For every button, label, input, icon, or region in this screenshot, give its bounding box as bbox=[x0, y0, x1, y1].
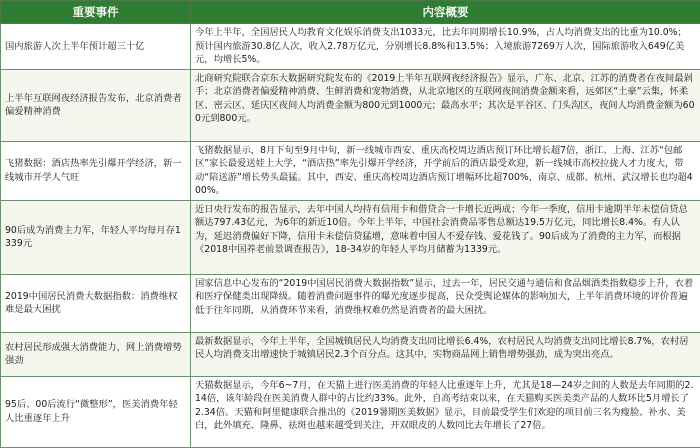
column-header-content: 内容概要 bbox=[191, 1, 700, 24]
event-cell: 2019中国居民消费大数据指数：消费维权难是最大困扰 bbox=[1, 274, 191, 332]
table-row bbox=[1, 376, 700, 447]
table-row bbox=[1, 200, 700, 274]
table-row bbox=[1, 24, 700, 70]
column-header-event: 重要事件 bbox=[1, 1, 191, 24]
table-row bbox=[1, 332, 700, 376]
event-cell: 飞猪数据：酒店热率先引爆开学经济，新一线城市开学人气旺 bbox=[1, 141, 191, 200]
event-cell: 90后成为消费主力军，年轻人平均每月存1339元 bbox=[1, 200, 191, 274]
content-cell: 国家信息中心发布的“2019中国居民消费大数据指数”显示，过去一年，居民交通与通信和食品烟酒类指数稳步上升，衣着和医疗保健类出现降级。随着消费问题事件的曝光度逐步提高，民众受舆论媒体的影响加大，上半年消费环境的评价普遍低于往年同期，从消费环节来看，消费维权难仍然是消费者的最大困扰。 bbox=[191, 274, 700, 332]
table-row bbox=[1, 141, 700, 200]
content-cell: 今年上半年，全国居民人均教育文化娱乐消费支出1033元，比去年同期增长10.9%，占人均消费支出的比重为10.0%；预计国内旅游30.8亿人次，收入2.78万亿元，分别增长8.8%和13.5%；入境旅游7269万人次，国际旅游收入649亿美元，均增长5%。 bbox=[191, 24, 700, 70]
table-header-row bbox=[1, 1, 700, 24]
table-row bbox=[1, 274, 700, 332]
event-cell: 国内旅游人次上半年预计超三十亿 bbox=[1, 24, 191, 70]
table-row bbox=[1, 69, 700, 141]
event-cell: 农村居民形成强大消费能力，网上消费增势强劲 bbox=[1, 332, 191, 376]
content-cell: 北商研究院联合京东大数据研究院发布的《2019上半年互联网夜经济报告》显示，广东、北京、江苏的消费者在夜间最剁手；北京消费者偏爱精神消费、生鲜消费和宠物消费，从北京地区的互联网夜间消费金额来看，远郊区“土豪”云集，怀柔区、密云区、延庆区夜间人均消费金额为800元到1000元；最高水平；其次是平谷区、门头沟区，夜间人均消费金额为600元到800元。 bbox=[191, 69, 700, 141]
content-cell: 天猫数据显示，今年6~7月，在天猫上进行医美消费的年轻人比重逐年上升，尤其是18—24岁之间的人数是去年同期的2.14倍，该年龄段在医美消费人群中的占比约33%。此外，自高考结束以来，在天猫购买医美类产品的人数环比5月增长了2.34倍。天猫和阿里健康联合推出的《2019暑期医美数据》显示，目前最受学生们欢迎的项目前三名为瘦脸、补水、美白，此外填充、隆鼻、祛斑也越来越受到关注，开双眼皮的人数同比去年增长了27倍。 bbox=[191, 376, 700, 447]
content-cell: 近日央行发布的报告显示，去年中国人均持有信用卡和借贷合一卡增长近两成；今年一季度，信用卡逾期半年未偿信贷总额达797.43亿元，为6年的新近10倍。今年上半年，中国社会消费品零售总额达19.5万亿元，同比增长8.4%。有人认为，延迟消费偏好下降，信用卡未偿信贷猛增，意味着中国人不爱存钱、爱花钱了。90后成为了消费的主力军，而根据《2018中国养老前景调查报告》，18-34岁的年轻人平均月储蓄为1339元。 bbox=[191, 200, 700, 274]
content-cell: 飞猪数据显示，8月下旬至9月中旬，新一线城市西安、重庆高校周边酒店预订环比增长超7倍，浙江、上海、江苏“包邮区”家长最爱送娃上大学，“酒店热”率先引爆开学经济，开学前后的酒店最受欢迎，新一线城市高校拉拢人才力度大，带动“陪送游”增长势头最猛。其中，西安、重庆高校周边酒店预订增幅环比超700%，南京、成都、杭州、武汉增长也均超400%。 bbox=[191, 141, 700, 200]
event-cell: 95后、00后流行“微整形”，医美消费年轻人比重逐年上升 bbox=[1, 376, 191, 447]
content-cell: 最新数据显示，今年上半年，全国城镇居民人均消费支出同比增长6.4%，农村居民人均消费支出同比增长8.7%，农村居民人均消费支出增速快于城镇居民2.3个百分点。这其中，实物商品网上销售增势强劲，成为突出亮点。 bbox=[191, 332, 700, 376]
event-cell: 上半年互联网夜经济报告发布，北京消费者偏爱精神消费 bbox=[1, 69, 191, 141]
